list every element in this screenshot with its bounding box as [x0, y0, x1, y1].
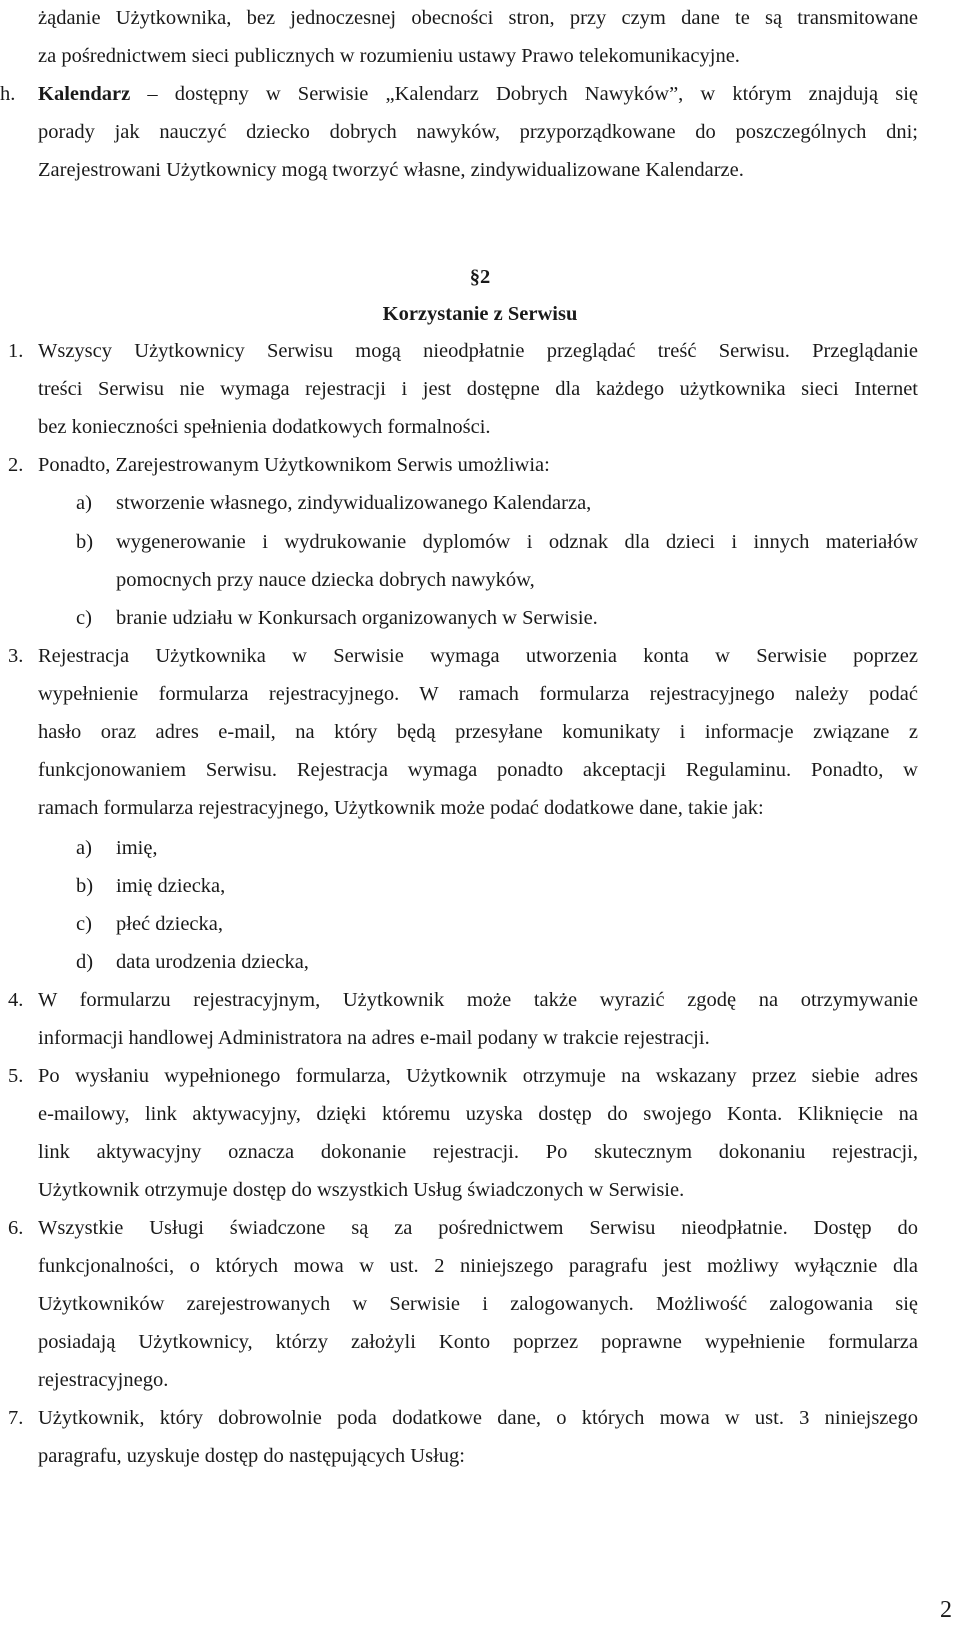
point-line: Użytkownik, który dobrowolnie poda dodatkowe dane, o których mowa w ust. 3 niniejszego — [38, 1407, 918, 1429]
point-number: 3. — [8, 645, 24, 667]
sub-marker: b) — [76, 531, 94, 553]
definition-line: Zarejestrowani Użytkownicy mogą tworzyć własne, zindywidualizowane Kalendarze. — [38, 159, 744, 181]
point-number: 4. — [8, 989, 24, 1011]
point-line: wypełnienie formularza rejestracyjnego. W ramach formularza rejestracyjnego należy podać — [38, 683, 918, 705]
point-line: posiadają Użytkownicy, którzy założyli Konto poprzez poprawne wypełnienie formularza — [38, 1331, 918, 1353]
sub-item: pomocnych przy nauce dziecka dobrych nawyków, — [116, 569, 535, 591]
list-marker: h. — [0, 83, 16, 105]
sub-item: wygenerowanie i wydrukowanie dyplomów i odznak dla dzieci i innych materiałów — [116, 531, 918, 553]
point-line: paragrafu, uzyskuje dostęp do następujących Usług: — [38, 1445, 465, 1467]
defined-term: Kalendarz — [38, 83, 131, 105]
point-line: Użytkowników zarejestrowanych w Serwisie i zalogowanych. Możliwość zalogowania się — [38, 1293, 918, 1315]
sub-marker: c) — [76, 607, 92, 629]
sub-item: data urodzenia dziecka, — [116, 951, 309, 973]
point-number: 1. — [8, 340, 24, 362]
point-line: e-mailowy, link aktywacyjny, dzięki któremu uzyska dostęp do swojego Konta. Kliknięcie na — [38, 1103, 918, 1125]
sub-marker: d) — [76, 951, 94, 973]
sub-item: imię, — [116, 837, 158, 859]
point-line: rejestracyjnego. — [38, 1369, 169, 1391]
point-number: 5. — [8, 1065, 24, 1087]
definition-line: porady jak nauczyć dziecko dobrych nawyków, przyporządkowane do poszczególnych dni; — [38, 121, 918, 143]
section-title: Korzystanie z Serwisu — [382, 303, 578, 325]
definition-line: Kalendarz – dostępny w Serwisie „Kalendarz Dobrych Nawyków”, w którym znajdują się — [38, 83, 918, 105]
point-number: 2. — [8, 454, 24, 476]
sub-item: branie udziału w Konkursach organizowanych w Serwisie. — [116, 607, 598, 629]
page-number: 2 — [940, 1597, 952, 1623]
point-line: treści Serwisu nie wymaga rejestracji i jest dostępne dla każdego użytkownika sieci Internet — [38, 378, 918, 400]
sub-marker: c) — [76, 913, 92, 935]
point-line: Użytkownik otrzymuje dostęp do wszystkich Usług świadczonych w Serwisie. — [38, 1179, 685, 1201]
sub-item: imię dziecka, — [116, 875, 226, 897]
point-number: 7. — [8, 1407, 24, 1429]
sub-marker: a) — [76, 837, 92, 859]
point-line: hasło oraz adres e-mail, na który będą przesyłane komunikaty i informacje związane z — [38, 721, 918, 743]
paragraph-line: żądanie Użytkownika, bez jednoczesnej obecności stron, przy czym dane te są transmitowane — [38, 7, 918, 29]
section-number: §2 — [469, 266, 491, 288]
point-line: funkcjonalności, o których mowa w ust. 2 niniejszego paragrafu jest możliwy wyłącznie dla — [38, 1255, 918, 1277]
point-line: Rejestracja Użytkownika w Serwisie wymaga utworzenia konta w Serwisie poprzez — [38, 645, 918, 667]
point-line: link aktywacyjny oznacza dokonanie rejestracji. Po skutecznym dokonaniu rejestracji, — [38, 1141, 918, 1163]
point-line: bez konieczności spełnienia dodatkowych formalności. — [38, 416, 491, 438]
sub-item: płeć dziecka, — [116, 913, 223, 935]
sub-item: stworzenie własnego, zindywidualizowanego Kalendarza, — [116, 492, 592, 514]
point-line: Ponadto, Zarejestrowanym Użytkownikom Serwis umożliwia: — [38, 454, 550, 476]
point-number: 6. — [8, 1217, 24, 1239]
point-line: Wszystkie Usługi świadczone są za pośrednictwem Serwisu nieodpłatnie. Dostęp do — [38, 1217, 918, 1239]
point-line: W formularzu rejestracyjnym, Użytkownik może także wyrazić zgodę na otrzymywanie — [38, 989, 918, 1011]
point-line: funkcjonowaniem Serwisu. Rejestracja wymaga ponadto akceptacji Regulaminu. Ponadto, w — [38, 759, 918, 781]
point-line: Wszyscy Użytkownicy Serwisu mogą nieodpłatnie przeglądać treść Serwisu. Przeglądanie — [38, 340, 918, 362]
sub-marker: b) — [76, 875, 94, 897]
point-line: Po wysłaniu wypełnionego formularza, Użytkownik otrzymuje na wskazany przez siebie adres — [38, 1065, 918, 1087]
paragraph-line: za pośrednictwem sieci publicznych w rozumieniu ustawy Prawo telekomunikacyjne. — [38, 45, 740, 67]
point-line: informacji handlowej Administratora na adres e-mail podany w trakcie rejestracji. — [38, 1027, 710, 1049]
point-line: ramach formularza rejestracyjnego, Użytkownik może podać dodatkowe dane, takie jak: — [38, 797, 764, 819]
sub-marker: a) — [76, 492, 92, 514]
